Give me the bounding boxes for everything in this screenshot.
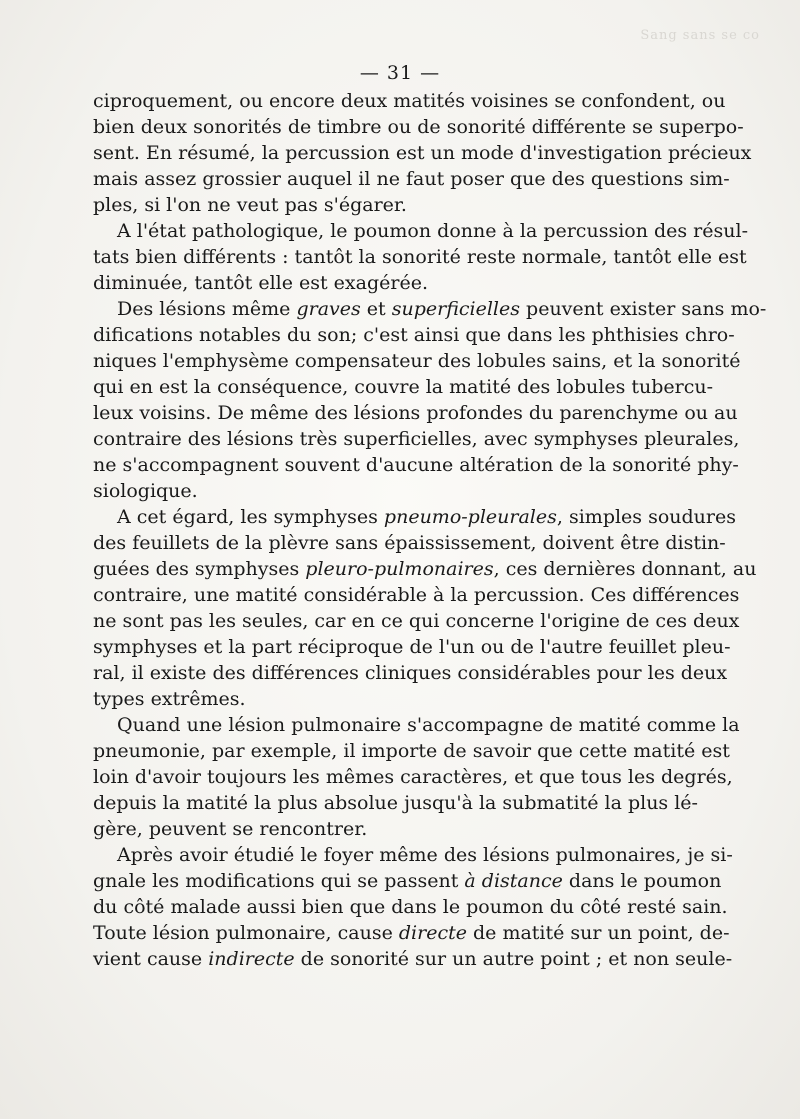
text-line: contraire, une matité considérable à la percussion. Ces différences <box>93 584 740 606</box>
text-line <box>93 296 767 322</box>
text-line: Après avoir étudié le foyer même des lésions pulmonaires, je si- <box>117 844 733 866</box>
text-line: symphyses et la part réciproque de l'un ou de l'autre feuillet pleu- <box>93 636 731 658</box>
text-run: , simples soudures <box>556 506 736 528</box>
italic-term: indirecte <box>208 948 295 970</box>
text-run: vient cause <box>93 948 209 970</box>
text-line: sent. En résumé, la percussion est un mode d'investigation précieux <box>93 142 752 164</box>
text-line: difications notables du son; c'est ainsi que dans les phthisies chro- <box>93 324 735 346</box>
text-line: ral, il existe des différences cliniques considérables pour les deux <box>93 662 728 684</box>
paragraph-2 <box>93 218 748 296</box>
text-run: et <box>360 298 392 320</box>
text-run: guées des symphyses <box>93 558 306 580</box>
text-line <box>93 946 733 972</box>
italic-term: directe <box>398 922 467 944</box>
paragraph-3 <box>93 296 767 504</box>
italic-term: graves <box>296 298 361 320</box>
text-line: mais assez grossier auquel il ne faut poser que des questions sim- <box>93 168 730 190</box>
text-line <box>93 920 730 946</box>
text-line <box>93 556 757 582</box>
italic-term: superficielles <box>391 298 520 320</box>
text-line: tats bien différents : tantôt la sonorité reste normale, tantôt elle est <box>93 246 747 268</box>
text-line: des feuillets de la plèvre sans épaississement, doivent être distin- <box>93 532 726 554</box>
text-line: ne sont pas les seules, car en ce qui concerne l'origine de ces deux <box>93 610 740 632</box>
italic-term: à distance <box>464 870 563 892</box>
text-line: ciproquement, ou encore deux matités voisines se confondent, ou <box>93 90 726 112</box>
text-line: leux voisins. De même des lésions profondes du parenchyme ou au <box>93 402 738 424</box>
page-number: — 31 — <box>359 62 441 84</box>
text-run: gnale les modifications qui se passent <box>93 870 465 892</box>
text-run: de sonorité sur un autre point ; et non seule- <box>294 948 733 970</box>
paragraph-4 <box>93 504 757 712</box>
paragraph-6 <box>93 842 733 972</box>
paragraph-1 <box>93 88 752 218</box>
text-line: pneumonie, par exemple, il importe de savoir que cette matité est <box>93 740 730 762</box>
paragraph-5 <box>93 712 740 842</box>
text-line: loin d'avoir toujours les mêmes caractères, et que tous les degrés, <box>93 766 733 788</box>
text-line: depuis la matité la plus absolue jusqu'à la submatité la plus lé- <box>93 792 698 814</box>
text-run: peuvent exister sans mo- <box>520 298 767 320</box>
text-line: contraire des lésions très superficielles, avec symphyses pleurales, <box>93 428 740 450</box>
text-run: dans le poumon <box>562 870 722 892</box>
text-line: ne s'accompagnent souvent d'aucune altération de la sonorité phy- <box>93 454 739 476</box>
text-line: A l'état pathologique, le poumon donne à la percussion des résul- <box>117 220 748 242</box>
text-line: gère, peuvent se rencontrer. <box>93 818 368 840</box>
bleed-through-text: Sang sans se co <box>640 28 760 43</box>
text-line <box>93 504 736 530</box>
text-run: Des lésions même <box>117 298 297 320</box>
text-run: A cet égard, les symphyses <box>117 506 384 528</box>
italic-term: pneumo-pleurales <box>383 506 557 528</box>
text-run: Toute lésion pulmonaire, cause <box>93 922 399 944</box>
text-line: Quand une lésion pulmonaire s'accompagne de matité comme la <box>117 714 740 736</box>
text-line: du côté malade aussi bien que dans le poumon du côté resté sain. <box>93 896 728 918</box>
body-text <box>93 88 767 972</box>
text-run: de matité sur un point, de- <box>466 922 730 944</box>
text-line: types extrêmes. <box>93 688 246 710</box>
text-line: qui en est la conséquence, couvre la matité des lobules tubercu- <box>93 376 714 398</box>
text-line: siologique. <box>93 480 198 502</box>
text-line: diminuée, tantôt elle est exagérée. <box>93 272 428 294</box>
text-run: , ces dernières donnant, au <box>493 558 757 580</box>
text-line: niques l'emphysème compensateur des lobules sains, et la sonorité <box>93 350 741 372</box>
text-line: bien deux sonorités de timbre ou de sonorité différente se superpo- <box>93 116 744 138</box>
text-line: ples, si l'on ne veut pas s'égarer. <box>93 194 407 216</box>
text-line <box>93 868 722 894</box>
italic-term: pleuro-pulmonaires <box>305 558 494 580</box>
